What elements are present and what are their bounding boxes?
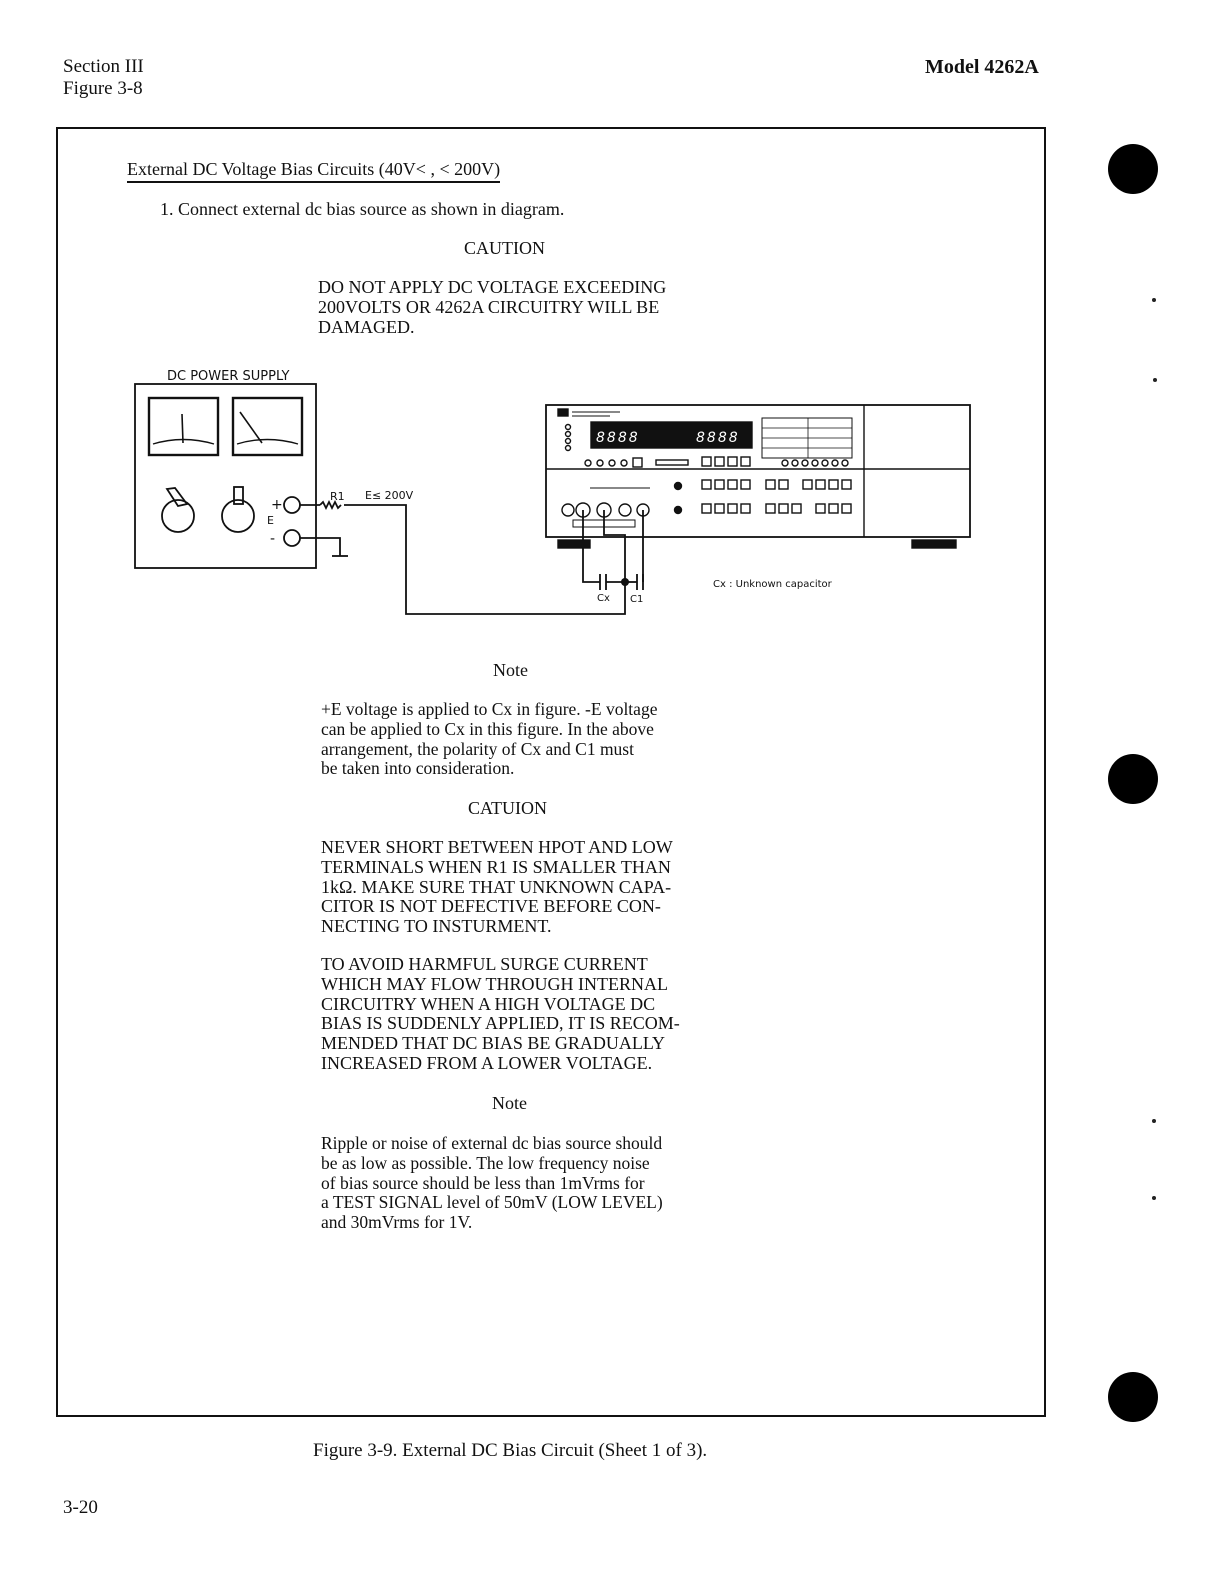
model-label: Model 4262A xyxy=(925,56,1039,78)
minus-terminal-label: - xyxy=(270,531,276,547)
caution-heading: CATUION xyxy=(468,798,547,818)
plus-terminal-label: + xyxy=(271,497,283,513)
section-label: Section III xyxy=(63,56,144,77)
speck xyxy=(1152,1119,1156,1123)
display-left: 8888 xyxy=(596,430,640,446)
caution-heading: CAUTION xyxy=(464,238,545,258)
lcr-meter xyxy=(546,405,970,548)
caution-text: NEVER SHORT BETWEEN HPOT AND LOW TERMINALS WHEN R1 IS SMALLER THAN 1kΩ. MAKE SURE THAT UNKNOWN CAPA- CITOR IS NOT DEFECTIVE BEFORE CON- NECTING TO INSTURMENT. xyxy=(321,837,673,937)
binder-hole xyxy=(1108,1372,1158,1422)
figure-caption: Figure 3-9. External DC Bias Circuit (Sheet 1 of 3). xyxy=(313,1440,708,1461)
note-heading: Note xyxy=(493,660,528,680)
c1-label: C1 xyxy=(630,594,644,605)
wiring xyxy=(300,502,643,614)
caution-text: DO NOT APPLY DC VOLTAGE EXCEEDING 200VOLTS OR 4262A CIRCUITRY WILL BE DAMAGED. xyxy=(318,277,667,337)
dc-power-supply xyxy=(135,384,316,568)
power-supply-label: DC POWER SUPPLY xyxy=(167,369,290,384)
r1-label: R1 xyxy=(330,490,345,503)
caution-text: TO AVOID HARMFUL SURGE CURRENT WHICH MAY FLOW THROUGH INTERNAL CIRCUITRY WHEN A HIGH VOLTAGE DC BIAS IS SUDDENLY APPLIED, IT IS RECOM- MENDED THAT DC BIAS BE GRADUALLY INCREASED FROM A LOWER VOLTAGE. xyxy=(321,954,680,1073)
note-heading: Note xyxy=(492,1093,527,1113)
e-label: E xyxy=(267,514,274,527)
display-right: 8888 xyxy=(696,430,740,446)
note-text: +E voltage is applied to Cx in figure. -E voltage can be applied to Cx in this figure. In the above arrangement, the polarity of Cx and C1 must be taken into consideration. xyxy=(321,699,658,779)
cx-label: Cx xyxy=(597,593,610,604)
capacitor-legend: Cx : Unknown capacitor xyxy=(713,579,832,590)
page-number: 3-20 xyxy=(63,1497,98,1518)
e-limit-label: E≤ 200V xyxy=(365,489,414,502)
note-text: Ripple or noise of external dc bias source should be as low as possible. The low frequency noise of bias source should be less than 1mVrms for a TEST SIGNAL level of 50mV (LOW LEVEL) and 30mVrms for 1V. xyxy=(321,1133,663,1233)
bias-circuit-diagram xyxy=(0,0,1229,660)
step-1: 1. Connect external dc bias source as shown in diagram. xyxy=(160,199,565,219)
section-title: External DC Voltage Bias Circuits (40V< , < 200V) xyxy=(127,159,500,183)
figure-reference: Figure 3-8 xyxy=(63,78,143,99)
speck xyxy=(1152,1196,1156,1200)
binder-hole xyxy=(1108,754,1158,804)
